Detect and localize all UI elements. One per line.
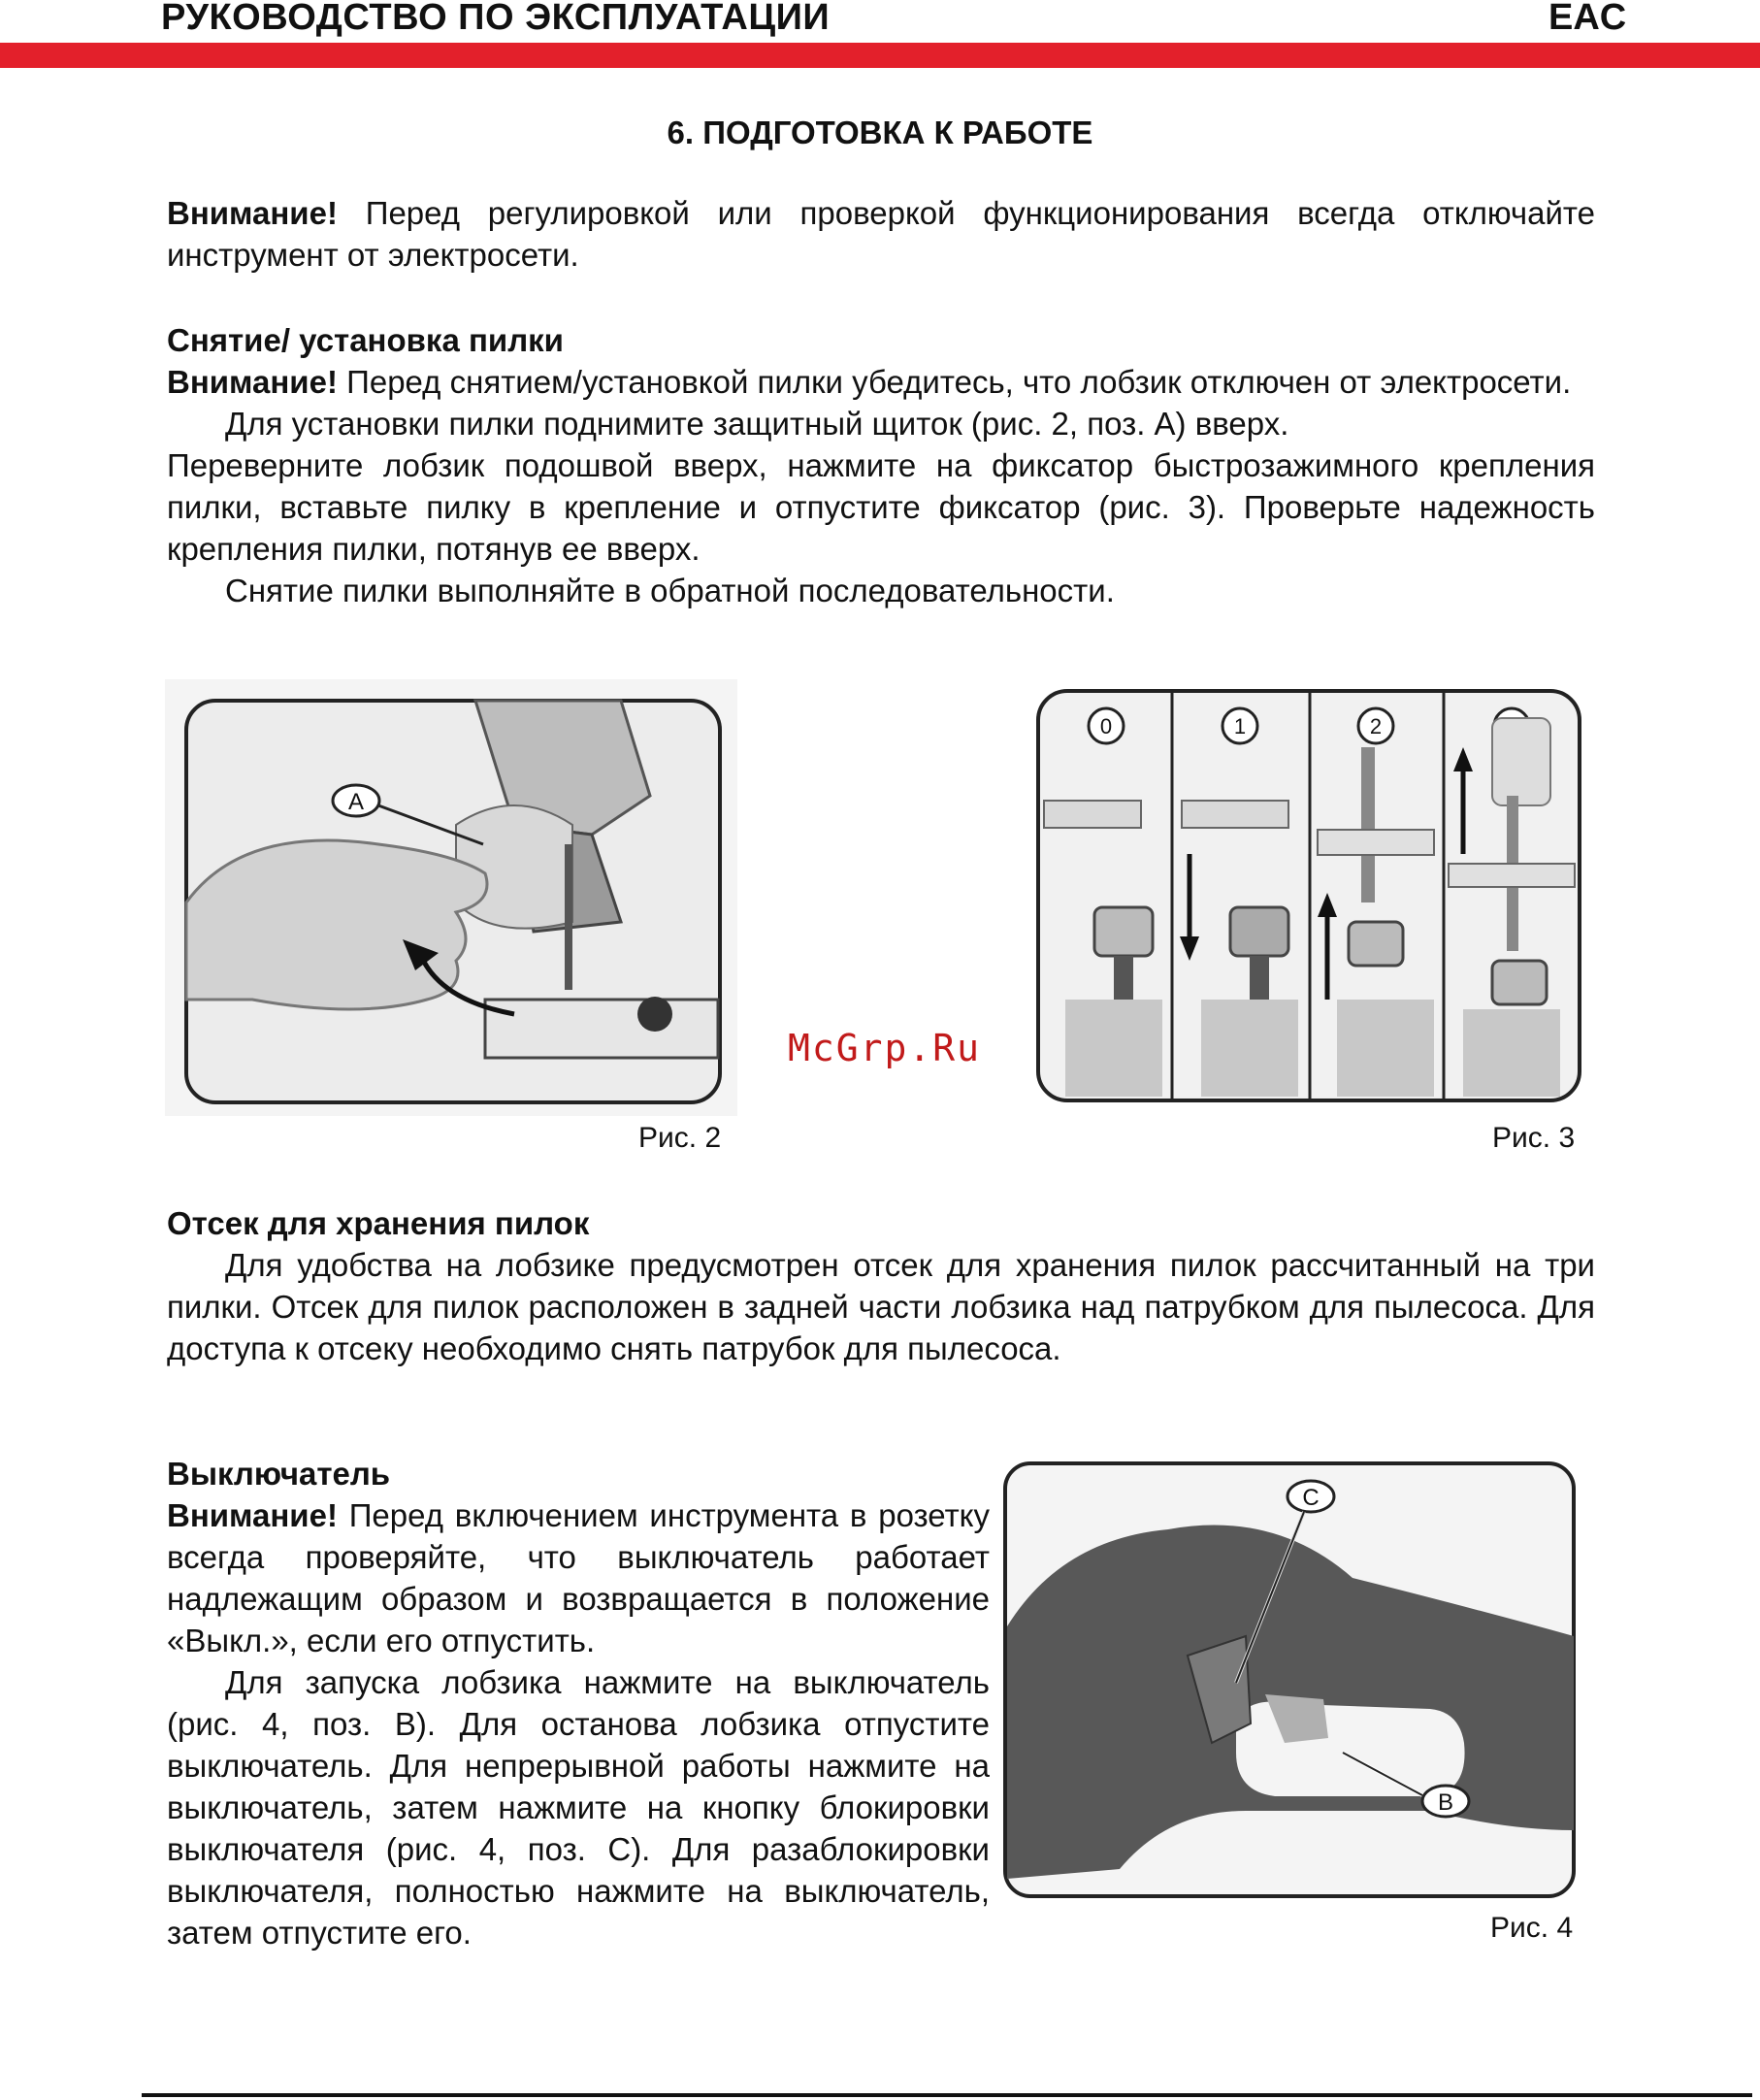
blade-paragraph-1: Для установки пилки поднимите защитный щиток (рис. 2, поз. А) вверх. xyxy=(225,406,1289,442)
callout-a-label: A xyxy=(347,789,365,815)
figure-2-jigsaw-guard xyxy=(165,679,737,1116)
step-0-label: 0 xyxy=(1099,714,1113,738)
blade-heading: Снятие/ установка пилки xyxy=(167,322,564,358)
eac-mark: EAC xyxy=(1548,0,1627,38)
figure-3-caption: Рис. 3 xyxy=(1492,1122,1576,1154)
switch-warning-text: Перед включением инструмента в розетку всегда проверяйте, что выключатель работает надлежащим образом и возвращается в положение «Выкл.», если его отпустить. xyxy=(167,1497,990,1658)
bottom-rule xyxy=(142,2093,1752,2097)
switch-warning-label: Внимание! xyxy=(167,1497,338,1533)
figure-4-switch xyxy=(1003,1461,1578,1898)
storage-heading: Отсек для хранения пилок xyxy=(167,1205,590,1241)
section-title: 6. ПОДГОТОВКА К РАБОТЕ xyxy=(667,115,1093,150)
figure-4-caption: Рис. 4 xyxy=(1490,1912,1574,1944)
figure-2-caption: Рис. 2 xyxy=(638,1122,722,1154)
warning-label: Внимание! xyxy=(167,195,338,231)
storage-section xyxy=(167,1202,1595,1369)
blade-paragraph-2: Переверните лобзик подошвой вверх, нажмите на фиксатор быстрозажимного крепления пилки, вставьте пилку в крепление и отпустите фиксатор (рис. 3). Проверьте надежность крепления пилки, потянув ее вверх. xyxy=(167,447,1595,567)
step-1-label: 1 xyxy=(1233,714,1247,738)
callout-b-label: B xyxy=(1437,1789,1454,1816)
blade-warning-label: Внимание! xyxy=(167,364,338,400)
figure-3-blade-steps xyxy=(1036,689,1581,1102)
switch-paragraph: Для запуска лобзика нажмите на выключатель (рис. 4, поз. B). Для останова лобзика отпустите выключатель. Для непрерывной работы нажмите на выключатель, затем нажмите на кнопку блокировки выключателя (рис. 4, поз. C). Для разаблокировки выключателя, полностью нажмите на выключатель, затем отпустите его. xyxy=(167,1664,990,1951)
storage-paragraph: Для удобства на лобзике предусмотрен отсек для хранения пилок рассчитанный на три пилки. Отсек для пилок расположен в задней части лобзика над патрубком для пылесоса. Для доступа к отсеку необходимо снять патрубок для пылесоса. xyxy=(167,1247,1595,1366)
blade-warning-text: Перед снятием/установкой пилки убедитесь, что лобзик отключен от электросети. xyxy=(337,364,1572,400)
blade-section xyxy=(167,319,1595,611)
switch-section xyxy=(167,1453,990,1953)
watermark: McGrp.Ru xyxy=(788,1027,982,1069)
intro-paragraph xyxy=(167,192,1595,276)
step-2-label: 2 xyxy=(1369,714,1383,738)
warning-text: Перед регулировкой или проверкой функционирования всегда отключайте инструмент от электросети. xyxy=(167,195,1595,273)
blade-paragraph-3: Снятие пилки выполняйте в обратной последовательности. xyxy=(225,573,1115,608)
switch-heading: Выключатель xyxy=(167,1456,391,1492)
header-red-bar xyxy=(0,43,1760,68)
document-header-title: РУКОВОДСТВО ПО ЭКСПЛУАТАЦИИ xyxy=(161,0,831,38)
callout-c-label: C xyxy=(1302,1485,1320,1511)
